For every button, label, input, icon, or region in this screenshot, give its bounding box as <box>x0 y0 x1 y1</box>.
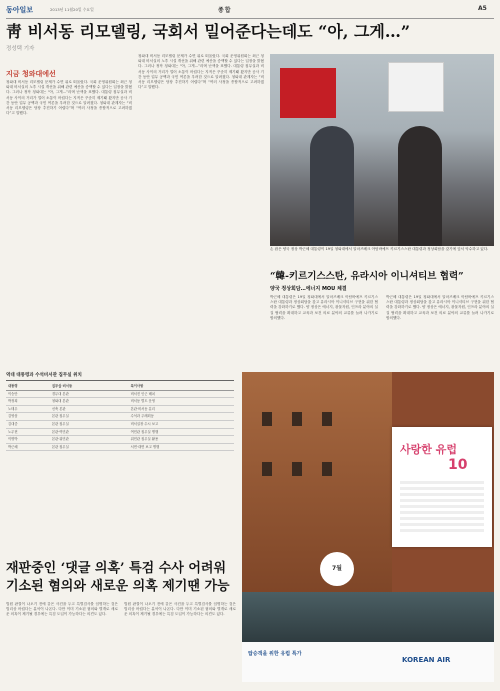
table-cell: 본관·위민관 <box>50 436 129 444</box>
table-cell: 여민관 집무실 병행 <box>129 428 234 436</box>
ad-card-number: 10 <box>448 457 468 473</box>
bottom-article-body-col2: 법원 판결이 나오기 전에 같은 사건을 두고 특별검사를 임명하는 것은 법리상 어렵다는 분석이 나온다. 다만 이미 기소된 혐의와 별개로 새로운 의혹이 제기될 경우에는 특검 도입이 가능하다는 의견도 있다. <box>124 602 236 617</box>
window <box>322 462 332 476</box>
ad-card-fineprint <box>400 481 484 535</box>
bottom-article-body-col1: 법원 판결이 나오기 전에 같은 사건을 두고 특별검사를 임명하는 것은 법리상 어렵다는 분석이 나온다. 다만 이미 기소된 혐의와 별개로 새로운 의혹이 제기될 경우에는 특검 도입이 가능하다는 의견도 있다. <box>6 602 118 617</box>
main-article-body-col2: 청와대 비서동 리모델링 문제가 수면 위로 떠올랐다. 국회 운영위원회는 최근 청와대 비서실의 노후 시설 개선을 위해 관련 예산을 증액할 수 있다는 입장을 밝혔다. 그러나 정작 청와대는 “아, 그게…”라며 난색을 표했다. 대통령 집무실과 비서동 사이의 거리가 멀어 소통이 어렵다는 지적은 꾸준히 제기돼 왔지만 공사 기간 동안 업무 공백과 국민 여론을 우려한 것으로 알려졌다. 청와대 관계자는 “비서동 리모델링은 당장 추진하기 어렵다”며 “여러 사정을 종합적으로 고려하겠다”고 말했다. <box>138 54 264 90</box>
table-row <box>6 436 234 444</box>
table-cell: 노무현 <box>6 428 50 436</box>
table-cell: 서면·대면 보고 병행 <box>129 443 234 451</box>
section-label: 종합 <box>218 7 232 14</box>
column-header: 집무실·비서동 <box>50 383 129 390</box>
issue-date: 2013년 11월20일 수요일 <box>50 7 94 12</box>
table-cell: 박근혜 <box>6 443 50 451</box>
airline-advertisement[interactable] <box>242 372 494 682</box>
column-header: 대통령 <box>6 383 50 390</box>
table-title: 역대 대통령과 수석비서관 집무실 위치 <box>6 372 234 381</box>
table-cell: 청와대 본관 <box>50 398 129 406</box>
side-subhead: 양국 정상회담…에너지 MOU 체결 <box>270 286 347 292</box>
window <box>262 462 272 476</box>
table-cell: 경무대 본관 <box>50 390 129 398</box>
table-cell: 본관·여민관 <box>50 428 129 436</box>
masthead: 동아일보 <box>6 6 34 14</box>
table-cell: 비서동 별도 운영 <box>129 398 234 406</box>
table-cell: 수석과 주례회동 <box>129 413 234 421</box>
table-cell: 이명박 <box>6 436 50 444</box>
flag-icon <box>280 68 336 118</box>
page-number: A5 <box>478 5 487 12</box>
ad-footer <box>242 642 494 682</box>
table-row <box>6 420 234 428</box>
table-row <box>6 413 234 421</box>
flag-icon <box>388 62 444 112</box>
window <box>292 412 302 426</box>
table-cell: 노태우 <box>6 405 50 413</box>
column-header: 특이사항 <box>129 383 234 390</box>
main-article-body-col1: 청와대 비서동 리모델링 문제가 수면 위로 떠올랐다. 국회 운영위원회는 최근 청와대 비서실의 노후 시설 개선을 위해 관련 예산을 증액할 수 있다는 입장을 밝혔다. 그러나 정작 청와대는 “아, 그게…”라며 난색을 표했다. 대통령 집무실과 비서동 사이의 거리가 멀어 소통이 어렵다는 지적은 꾸준히 제기돼 왔지만 공사 기간 동안 업무 공백과 국민 여론을 우려한 것으로 알려졌다. 청와대 관계자는 “비서동 리모델링은 당장 추진하기 어렵다”며 “여러 사정을 종합적으로 고려하겠다”고 말했다. <box>6 80 132 116</box>
person-figure <box>310 126 354 246</box>
summit-photo <box>270 54 494 246</box>
table-cell: 신축 본관 <box>50 405 129 413</box>
table-cell: 본관 집무실 <box>50 420 129 428</box>
photo-caption: 손 잡은 양국 정상 박근혜 대통령이 19일 청와대에서 알마즈베크 아탐바예프 키르기스스탄 대통령과 정상회담을 갖기에 앞서 악수하고 있다. <box>270 247 489 251</box>
table-row <box>6 443 234 451</box>
korean-air-logo: KOREAN AIR <box>402 656 451 664</box>
table-cell: 김대중 <box>6 420 50 428</box>
table-cell: 박정희 <box>6 398 50 406</box>
ad-footer-text: 탑승객을 위한 유럽 특가 <box>248 651 302 657</box>
table-cell: 본관 집무실 <box>50 443 129 451</box>
table-cell: 김영삼 <box>6 413 50 421</box>
side-headline: “韓-키르기스스탄, 유라시아 이니셔티브 협력” <box>270 271 464 282</box>
presidential-office-table <box>6 383 234 451</box>
table-row <box>6 398 234 406</box>
window <box>262 412 272 426</box>
table-cell: 본관·비서동 분리 <box>129 405 234 413</box>
table-cell: 위민관 집무실 활용 <box>129 436 234 444</box>
table-cell: 이승만 <box>6 390 50 398</box>
table-cell: 비서진 인근 배치 <box>129 390 234 398</box>
ad-card <box>392 427 492 547</box>
window <box>292 462 302 476</box>
byline: 정성택 기자 <box>6 46 35 52</box>
table-cell: 본관 집무실 <box>50 413 129 421</box>
canal-water <box>242 592 494 642</box>
kicker: 지금 청와대에선 <box>6 70 56 78</box>
main-headline: 靑 비서동 리모델링, 국회서 밀어준다는데도 “아, 그게…” <box>6 22 411 41</box>
side-article-body-col1: 박근혜 대통령은 19일 청와대에서 알마즈베크 아탐바예프 키르기스스탄 대통령과 정상회담을 갖고 유라시아 이니셔티브 구현을 위한 협력을 강화하기로 했다. 양 정상은 에너지, 광물자원, 인프라 분야의 실질 협력을 확대하고 교육과 보건 의료 분야의 교류를 늘려 나가기로 합의했다. <box>270 295 378 320</box>
bottom-headline: 재판중인 ‘댓글 의혹’ 특검 수사 어려워 기소된 혐의와 새로운 의혹 제기땐 가능 <box>6 561 230 594</box>
window <box>322 412 332 426</box>
ad-card-title: 사랑한 유럽 <box>400 443 457 456</box>
table-row <box>6 390 234 398</box>
table-row <box>6 428 234 436</box>
date-badge: 7월 <box>320 552 354 586</box>
person-figure <box>398 126 442 246</box>
side-article-body-col2: 박근혜 대통령은 19일 청와대에서 알마즈베크 아탐바예프 키르기스스탄 대통령과 정상회담을 갖고 유라시아 이니셔티브 구현을 위한 협력을 강화하기로 했다. 양 정상은 에너지, 광물자원, 인프라 분야의 실질 협력을 확대하고 교육과 보건 의료 분야의 교류를 늘려 나가기로 합의했다. <box>386 295 494 320</box>
venice-building <box>242 372 392 592</box>
table-cell: 비서실장 수시 보고 <box>129 420 234 428</box>
table-row <box>6 405 234 413</box>
